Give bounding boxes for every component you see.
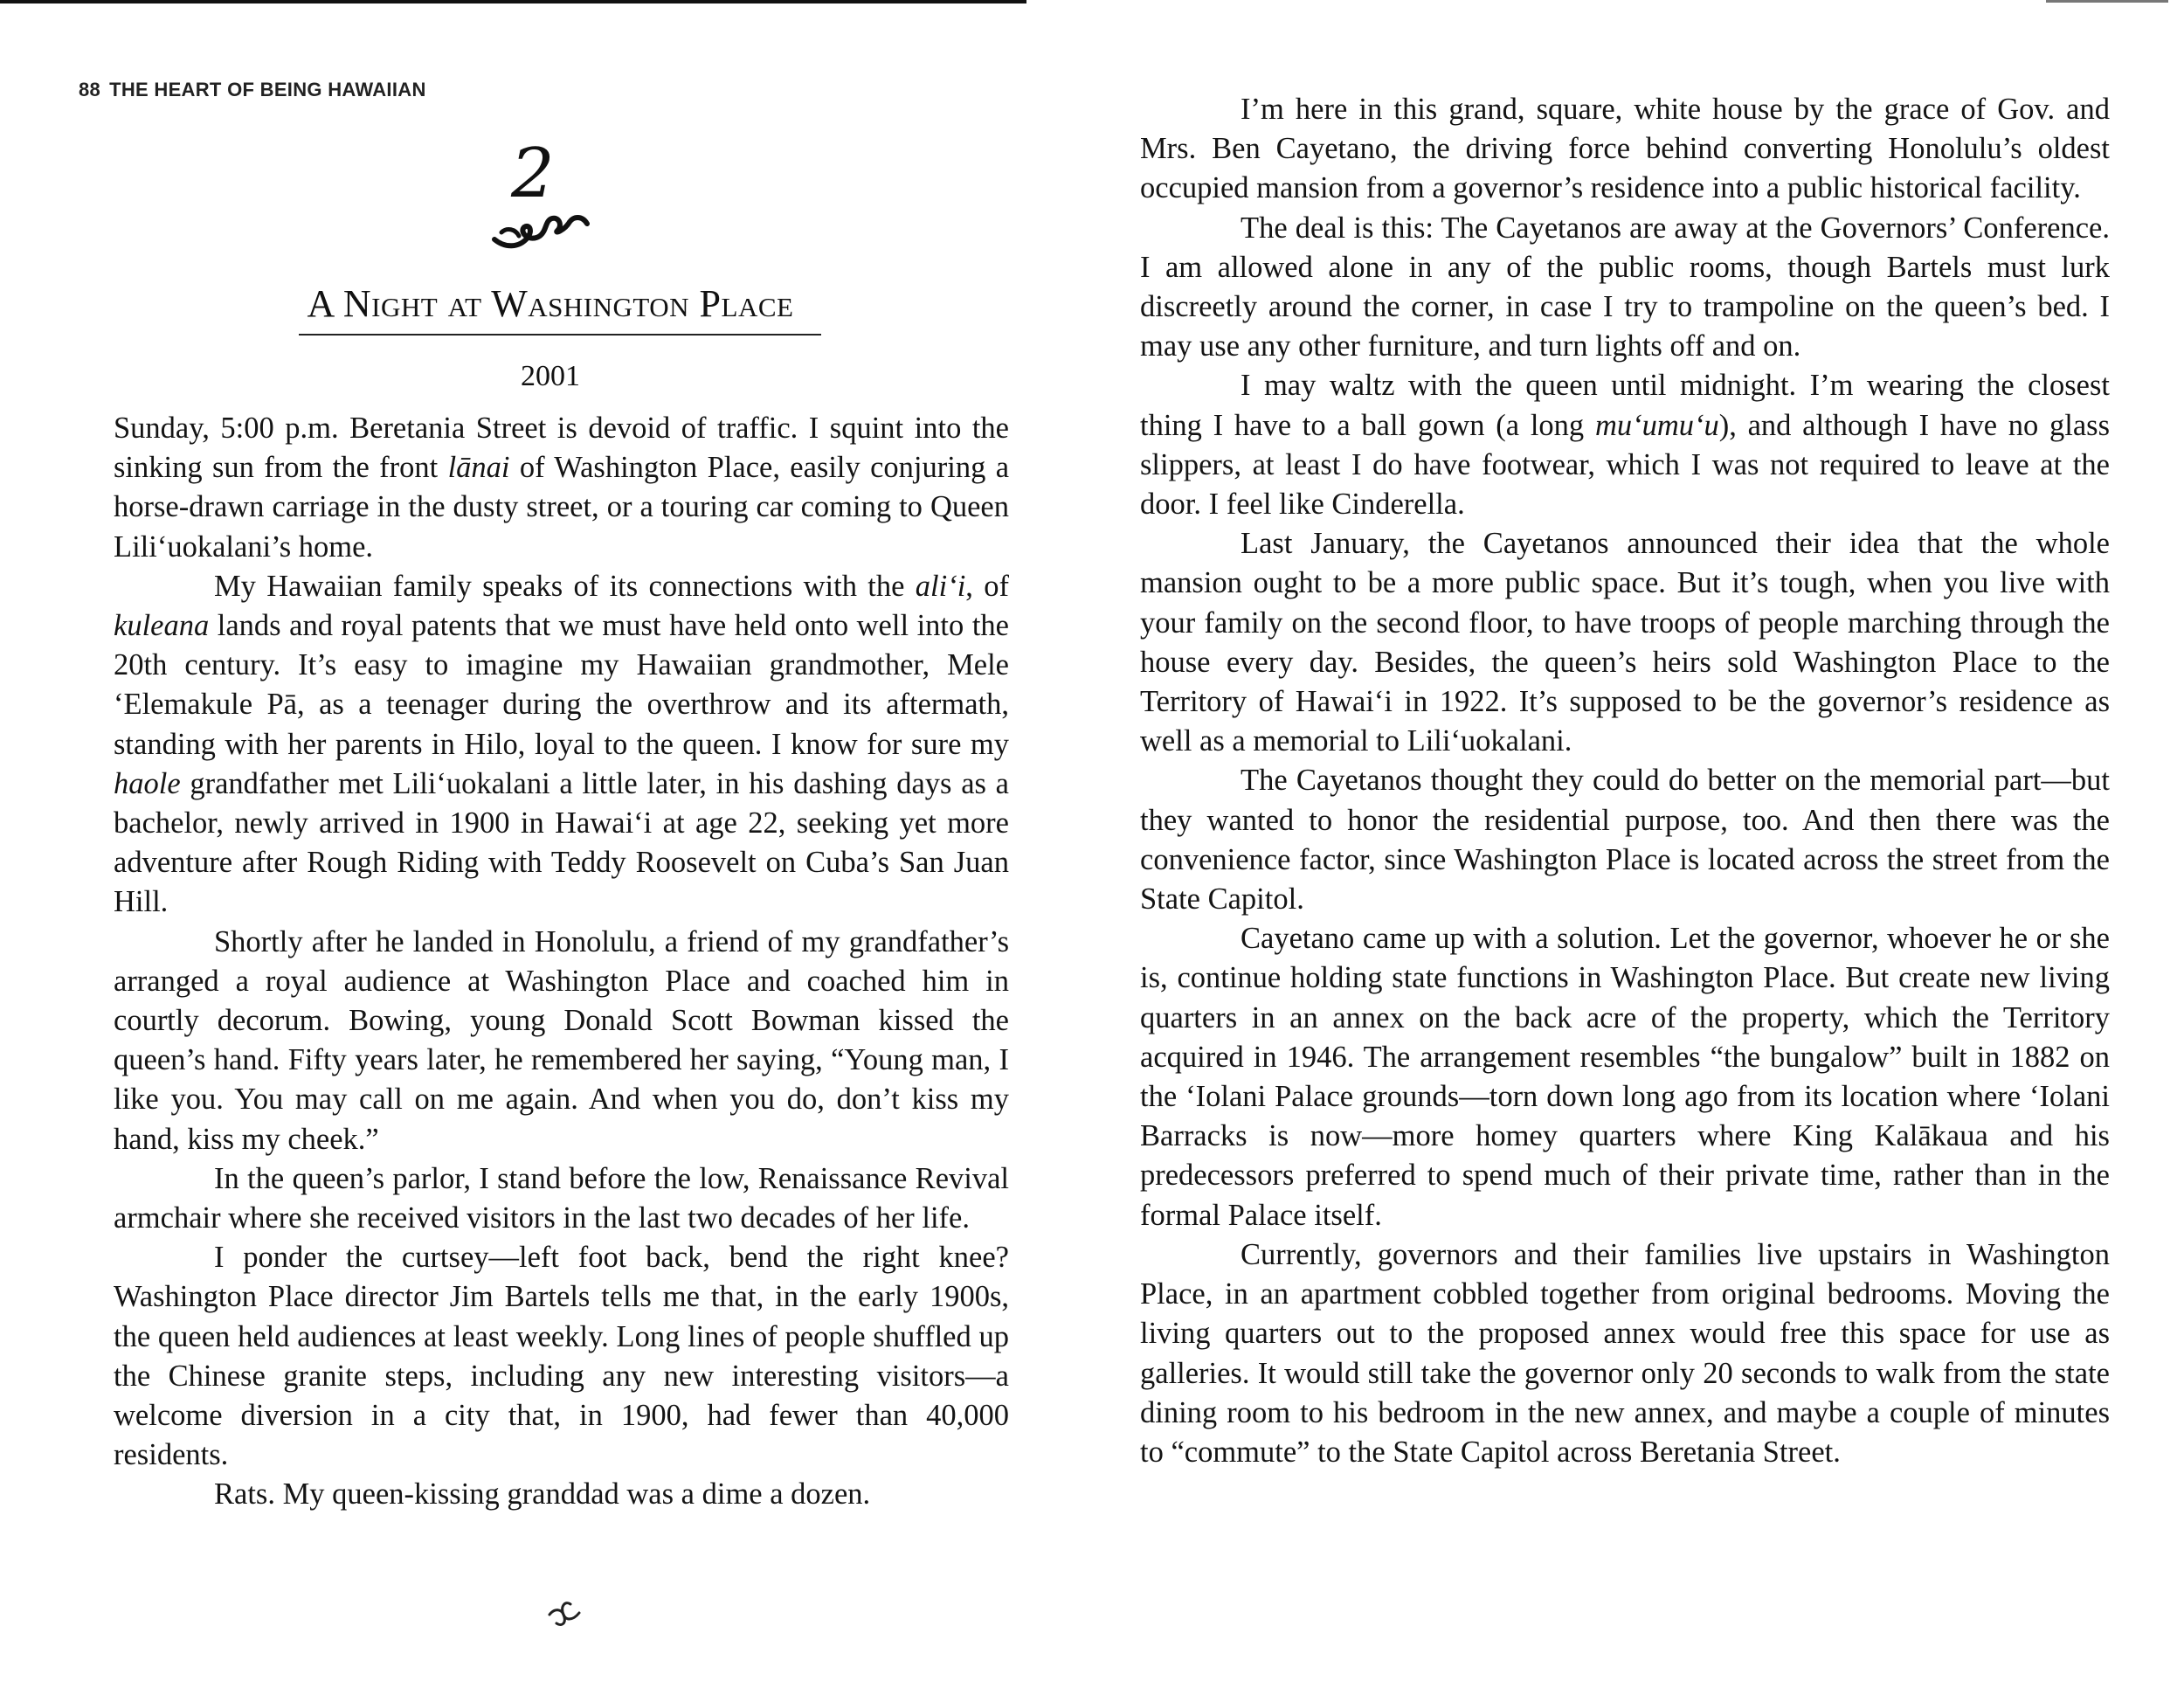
right-body-text	[1140, 90, 2110, 1472]
paragraph	[114, 1475, 1009, 1514]
text-run: Cayetano came up with a solution. Let the governor, whoever he or she is, continue holding state functions in Washington Place. But create new living quarters in an annex on the back acre of the property, which the Territory acquired in 1946. The arrangement resembles “the bungalow” built in 1882 on the ‘Iolani Palace grounds—torn down long ago from its location where ‘Iolani Barracks is now—more homey quarters where King Kalākaua and his predecessors preferred to spend much of their private time, rather than in the formal Palace itself.	[1140, 922, 2110, 1232]
paragraph	[1140, 90, 2110, 209]
text-run: Rats. My queen-kissing granddad was a dime a dozen.	[214, 1477, 871, 1512]
italic-term: mu‘umu‘u	[1594, 408, 1719, 442]
paragraph	[1140, 919, 2110, 1235]
paragraph	[114, 923, 1009, 1159]
text-run: The Cayetanos thought they could do better on the memorial part—but they wanted to honor the residential purpose, too. And then there was the convenience factor, since Washington Place is located across the street from the State Capitol.	[1140, 764, 2110, 917]
text-run: of Washington Place, easily conjuring a horse-drawn carriage in the dusty street, or a touring car coming to Queen Lili‘uokalani’s home.	[114, 451, 1010, 564]
text-run: I’m here in this grand, square, white house by the grace of Gov. and Mrs. Ben Cayetano, the driving force behind converting Honolulu’s oldest occupied mansion from a governor’s residence into a public historical facility.	[1140, 93, 2110, 205]
paragraph	[1140, 209, 2110, 367]
page-number: 88	[79, 79, 101, 100]
text-run: grandfather met Lili‘uokalani a little later, in his dashing days as a bachelor, newly arrived in 1900 in Hawai‘i at age 22, seeking yet more adventure after Rough Riding with Teddy Roosevelt on Cuba’s San Juan Hill.	[114, 766, 1009, 919]
paragraph	[1140, 1235, 2110, 1472]
chapter-flourish-icon	[489, 210, 603, 253]
chapter-year: 2001	[521, 360, 580, 392]
italic-term: ali‘i	[915, 569, 966, 603]
right-page	[1092, 0, 2184, 1688]
text-run: I may waltz with the queen until midnight. I’m wearing the closest thing I have to a ball gown (a long	[1140, 369, 2110, 442]
paragraph	[114, 409, 1009, 567]
chapter-title-rule	[299, 334, 821, 336]
text-run: lands and royal patents that we must have held onto well into the 20th century. It’s easy to imagine my Hawaiian grandmother, Mele ‘Elemakule Pā, as a teenager during the overthrow and its aftermath, standing with her parents in Hilo, loyal to the queen. I know for sure my	[114, 609, 1009, 761]
italic-term: lānai	[447, 451, 510, 485]
paragraph	[1140, 761, 2110, 919]
paragraph	[114, 567, 1009, 923]
text-run: , of	[965, 569, 1009, 603]
paragraph	[1140, 366, 2110, 524]
italic-term: kuleana	[114, 609, 210, 643]
paragraph	[114, 1159, 1009, 1238]
italic-term: haole	[114, 766, 181, 800]
text-run: The deal is this: The Cayetanos are away at the Governors’ Conference. I am allowed alone in any of the public rooms, though Bartels must lurk discreetly around the corner, in case I try to trampoline on the queen’s bed. I may use any other furniture, and turn lights off and on.	[1140, 211, 2110, 363]
text-run: ), and although I have no glass slippers, at least I do have footwear, which I was not required to leave at the door. I feel like Cinderella.	[1140, 408, 2110, 522]
text-run: Currently, governors and their families live upstairs in Washington Place, in an apartment cobbled together from original bedrooms. Moving the living quarters out to the proposed annex would free this space for use as galleries. It would still take the governor only 20 seconds to walk from the state dining room to his bedroom in the new annex, and maybe a couple of minutes to “commute” to the State Capitol across Beretania Street.	[1140, 1237, 2110, 1469]
text-run: Last January, the Cayetanos announced their idea that the whole mansion ought to be a more public space. But it’s tough, when you live with your family on the second floor, to have troops of people marching through the house every day. Besides, the queen’s heirs sold Washington Place to the Territory of Hawai‘i in 1922. It’s supposed to be the governor’s residence as well as a memorial to Lili‘uokalani.	[1140, 527, 2110, 758]
paragraph	[1140, 524, 2110, 761]
text-run: Sunday, 5:00 p.m. Beretania Street is devoid of traffic. I squint into the sinking sun from the front	[114, 412, 1009, 485]
section-break-fleuron-icon	[546, 1597, 583, 1629]
text-run: I ponder the curtsey—left foot back, bend the right knee? Washington Place director Jim Bartels tells me that, in the early 1900s, the queen held audiences at least weekly. Long lines of people shuffled up the Chinese granite steps, including any new interesting visitors—a welcome diversion in a city that, in 1900, had fewer than 40,000 residents.	[114, 1241, 1009, 1472]
text-run: My Hawaiian family speaks of its connections with the	[214, 569, 916, 603]
book-title: THE HEART OF BEING HAWAIIAN	[109, 79, 426, 100]
paragraph	[114, 1238, 1009, 1475]
running-head	[79, 79, 426, 101]
chapter-number: 2	[511, 135, 555, 213]
text-run: In the queen’s parlor, I stand before the low, Renaissance Revival armchair where she received visitors in the last two decades of her life.	[114, 1161, 1009, 1235]
chapter-title: A Night at Washington Place	[307, 282, 794, 325]
text-run: Shortly after he landed in Honolulu, a friend of my grandfather’s arranged a royal audience at Washington Place and coached him in courtly decorum. Bowing, young Donald Scott Bowman kissed the queen’s hand. Fifty years later, he remembered her saying, “Young man, I like you. You may call on me again. And when you do, don’t kiss my hand, kiss my cheek.”	[114, 924, 1009, 1156]
left-body-text	[114, 409, 1009, 1515]
